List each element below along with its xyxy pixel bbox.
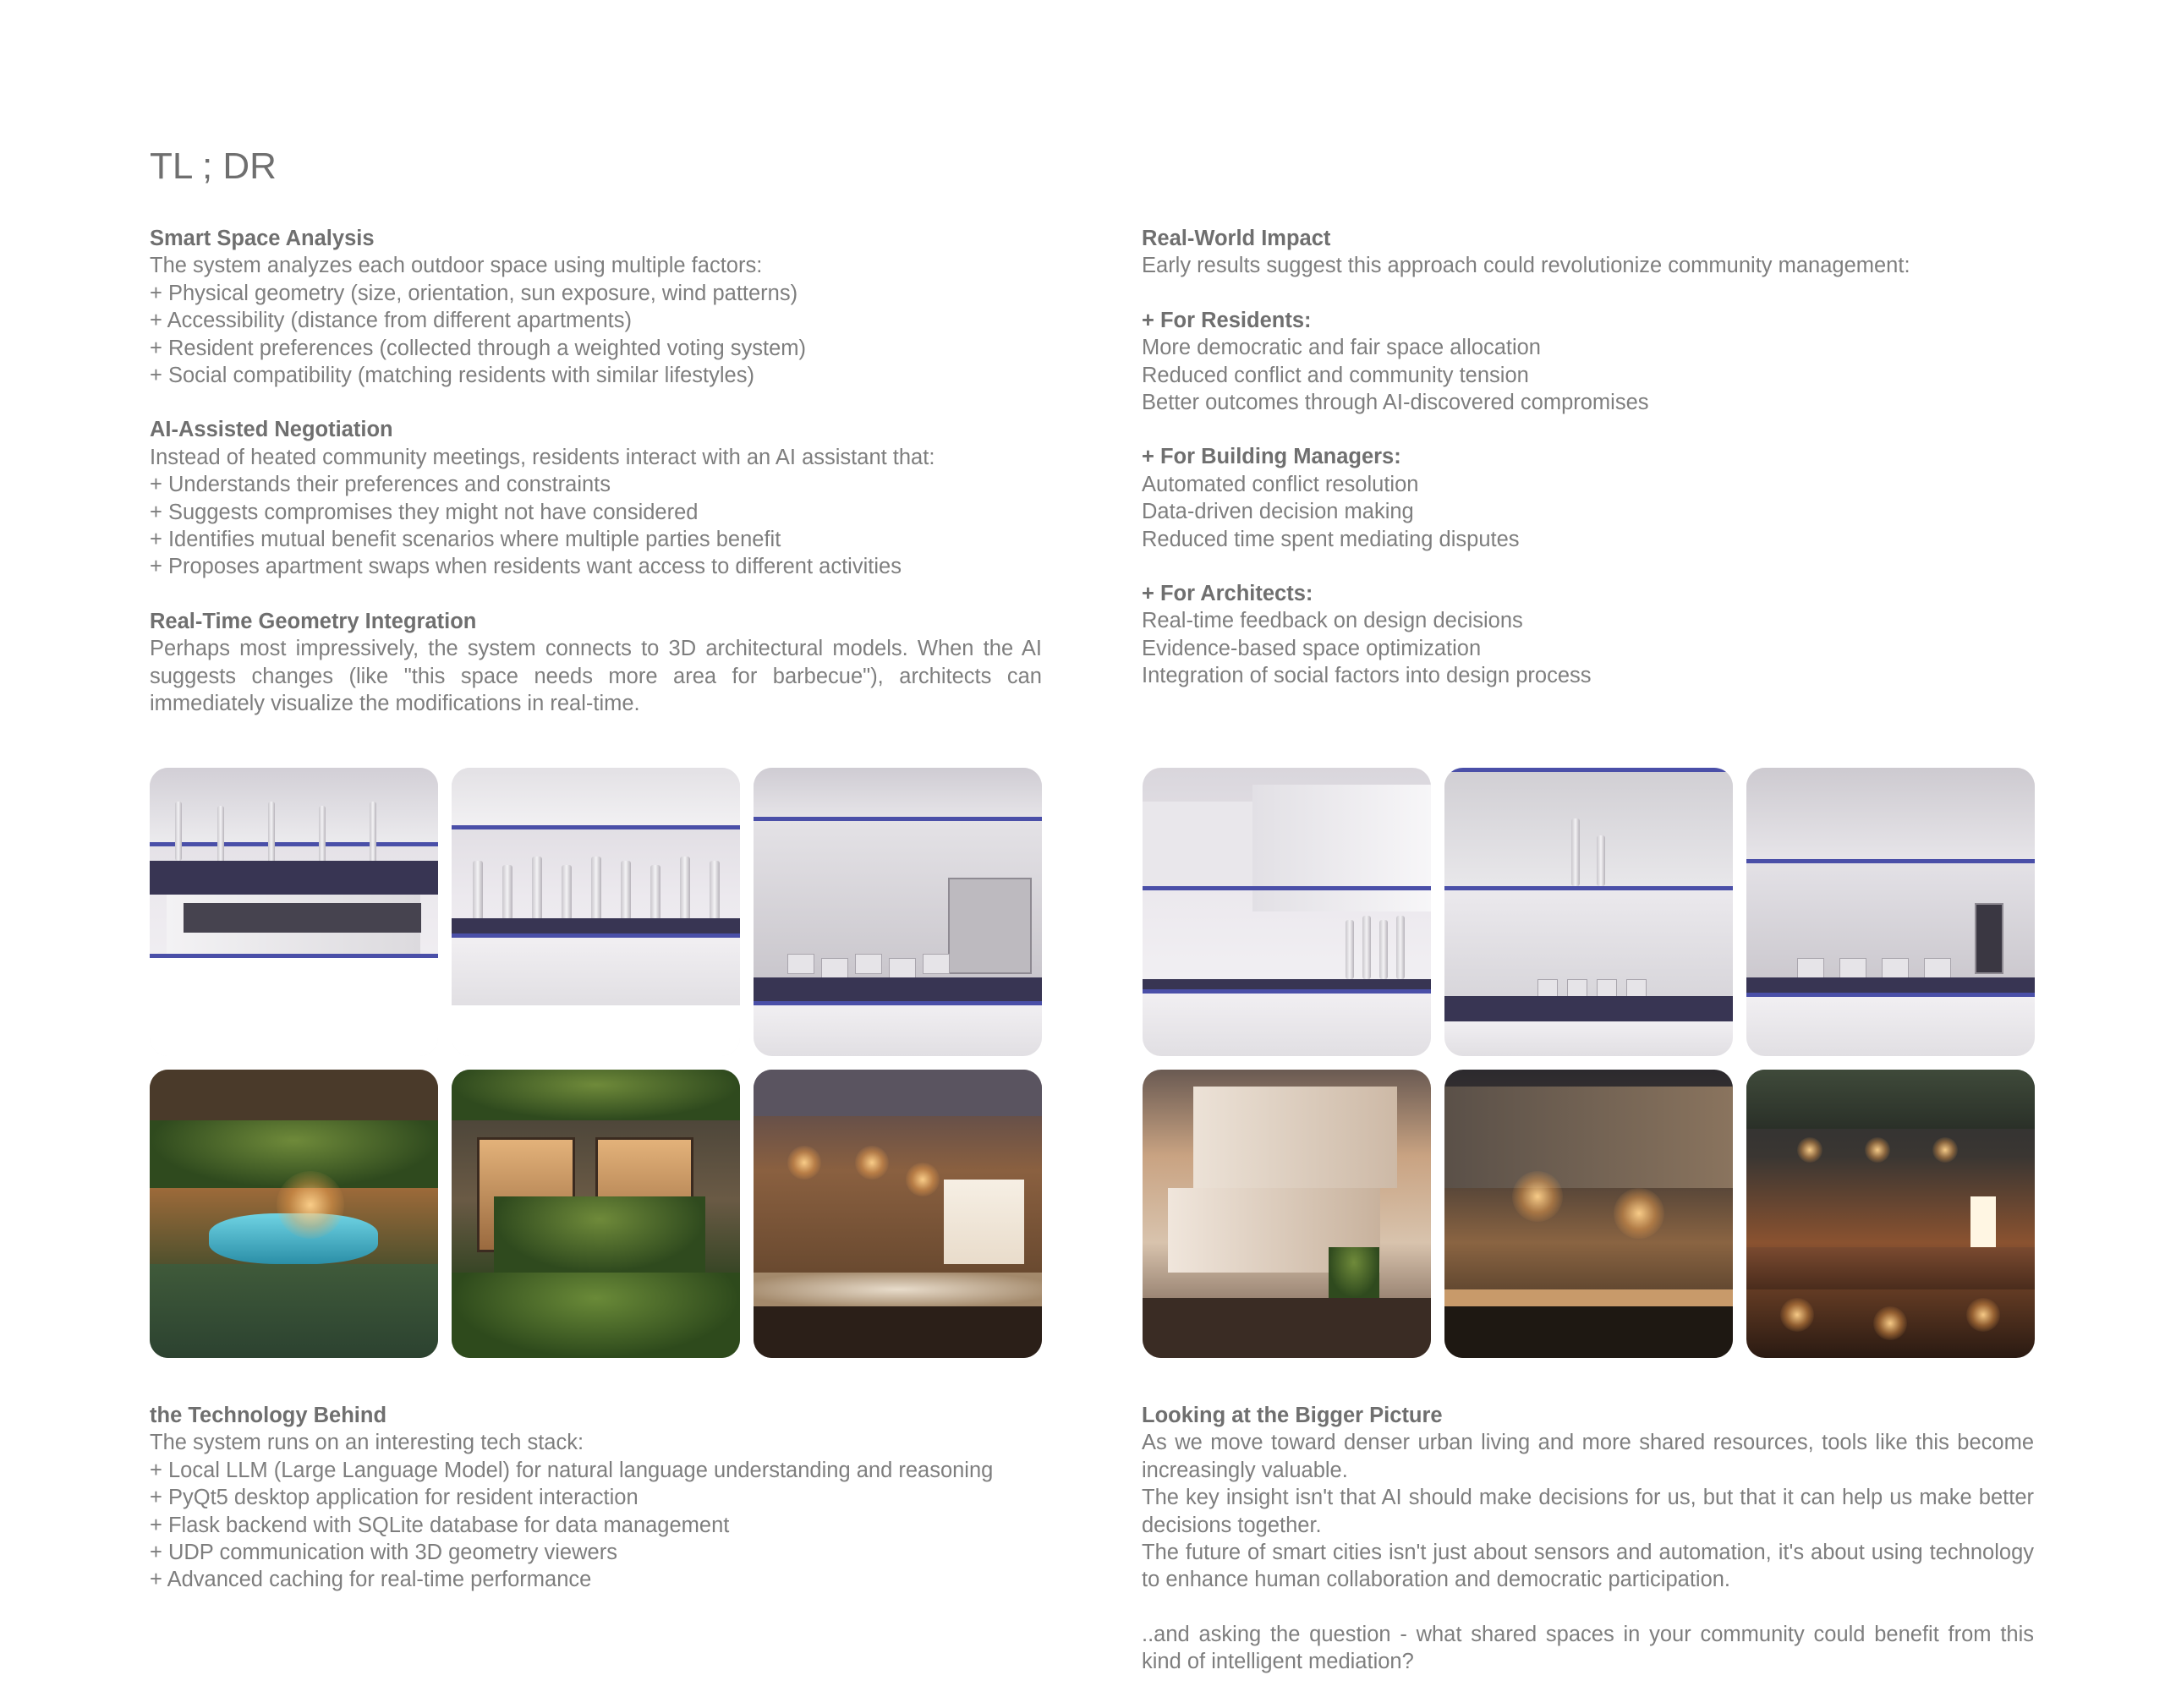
photo-cinema-terrace: [754, 1070, 1042, 1358]
list-item: Evidence-based space optimization: [1142, 636, 1482, 660]
render-dining-model: [1444, 768, 1733, 1056]
list-item: Reduced time spent mediating disputes: [1142, 527, 1520, 551]
list-item: + UDP communication with 3D geometry viewers: [150, 1541, 617, 1565]
list-item: + Accessibility (distance from different apartments): [150, 309, 632, 333]
list-item: + Resident preferences (collected through a weighted voting system): [150, 336, 807, 360]
list-item: Integration of social factors into design process: [1142, 664, 1592, 688]
list-item: + Social compatibility (matching residents with similar lifestyles): [150, 364, 754, 388]
impact-section: [1142, 225, 2034, 280]
list-item: + Identifies mutual benefit scenarios where multiple parties benefit: [150, 528, 781, 552]
tech-section: [150, 1402, 1042, 1594]
page-title: TL ; DR: [150, 145, 277, 187]
list-item: More democratic and fair space allocation: [1142, 336, 1541, 360]
list-item: + Flask backend with SQLite database for data management: [150, 1513, 730, 1537]
render-stepped-model: [1143, 768, 1431, 1056]
photo-facade-dusk: [1143, 1070, 1431, 1358]
bigger-picture-section: [1142, 1402, 2034, 1676]
paragraph: The future of smart cities isn't just about sensors and automation, it's about using technology to enhance human collaboration and democratic participation.: [1142, 1541, 2034, 1592]
section-intro: Instead of heated community meetings, residents interact with an AI assistant that:: [150, 445, 935, 469]
list-item: + Local LLM (Large Language Model) for natural language understanding and reasoning: [150, 1458, 994, 1482]
right-image-grid: [1143, 768, 2035, 1358]
render-garden-model: [452, 768, 740, 1056]
section-heading: + For Architects:: [1142, 582, 1313, 606]
geometry-section: [150, 608, 1042, 718]
render-lounge-model: [1746, 768, 2035, 1056]
left-image-grid: [150, 768, 1042, 1358]
residents-section: [1142, 307, 2034, 417]
section-intro: Early results suggest this approach could revolutionize community management:: [1142, 254, 1910, 278]
section-heading: AI-Assisted Negotiation: [150, 418, 393, 442]
photo-garden-terrace: [452, 1070, 740, 1358]
photo-lounge-terrace: [1746, 1070, 2035, 1358]
section-intro: The system analyzes each outdoor space using multiple factors:: [150, 254, 763, 278]
section-heading: Smart Space Analysis: [150, 227, 375, 250]
managers-section: [1142, 443, 2034, 553]
list-item: Reduced conflict and community tension: [1142, 363, 1529, 387]
left-column-bottom: [150, 1402, 1042, 1621]
closing-paragraph: ..and asking the question - what shared spaces in your community could benefit from this kind of intelligent mediation?: [1142, 1622, 2034, 1674]
list-item: + Understands their preferences and constraints: [150, 473, 611, 497]
list-item: + Physical geometry (size, orientation, sun exposure, wind patterns): [150, 281, 798, 305]
right-column-bottom: [1142, 1402, 2034, 1703]
section-heading: + For Residents:: [1142, 308, 1312, 332]
photo-pool-terrace: [150, 1070, 438, 1358]
render-pool-model: [150, 768, 438, 1056]
list-item: Better outcomes through AI-discovered compromises: [1142, 391, 1649, 415]
list-item: + Proposes apartment swaps when residents want access to different activities: [150, 555, 902, 579]
list-item: + Suggests compromises they might not have considered: [150, 500, 699, 524]
section-heading: Real-Time Geometry Integration: [150, 609, 477, 633]
photo-dining-terrace: [1444, 1070, 1733, 1358]
section-heading: Looking at the Bigger Picture: [1142, 1404, 1443, 1427]
render-cinema-model: [754, 768, 1042, 1056]
list-item: Data-driven decision making: [1142, 500, 1414, 524]
negotiation-section: [150, 416, 1042, 580]
list-item: + PyQt5 desktop application for resident interaction: [150, 1486, 639, 1510]
section-heading: Real-World Impact: [1142, 227, 1331, 250]
list-item: Automated conflict resolution: [1142, 472, 1419, 496]
list-item: + Advanced caching for real-time performance: [150, 1568, 592, 1592]
right-column-top: [1142, 225, 2034, 717]
paragraph: As we move toward denser urban living and more shared resources, tools like this become increasingly valuable.: [1142, 1431, 2034, 1482]
section-body: Perhaps most impressively, the system connects to 3D architectural models. When the AI suggests changes (like "this space needs more area for barbecue"), architects can immediately visualize the modifications in real-time.: [150, 637, 1042, 716]
paragraph: The key insight isn't that AI should make decisions for us, but that it can help us make better decisions together.: [1142, 1486, 2034, 1537]
section-heading: + For Building Managers:: [1142, 445, 1401, 469]
section-heading: the Technology Behind: [150, 1404, 387, 1427]
left-column-top: [150, 225, 1042, 745]
list-item: Real-time feedback on design decisions: [1142, 609, 1523, 633]
smart-space-section: [150, 225, 1042, 389]
section-intro: The system runs on an interesting tech stack:: [150, 1431, 584, 1455]
architects-section: [1142, 580, 2034, 690]
